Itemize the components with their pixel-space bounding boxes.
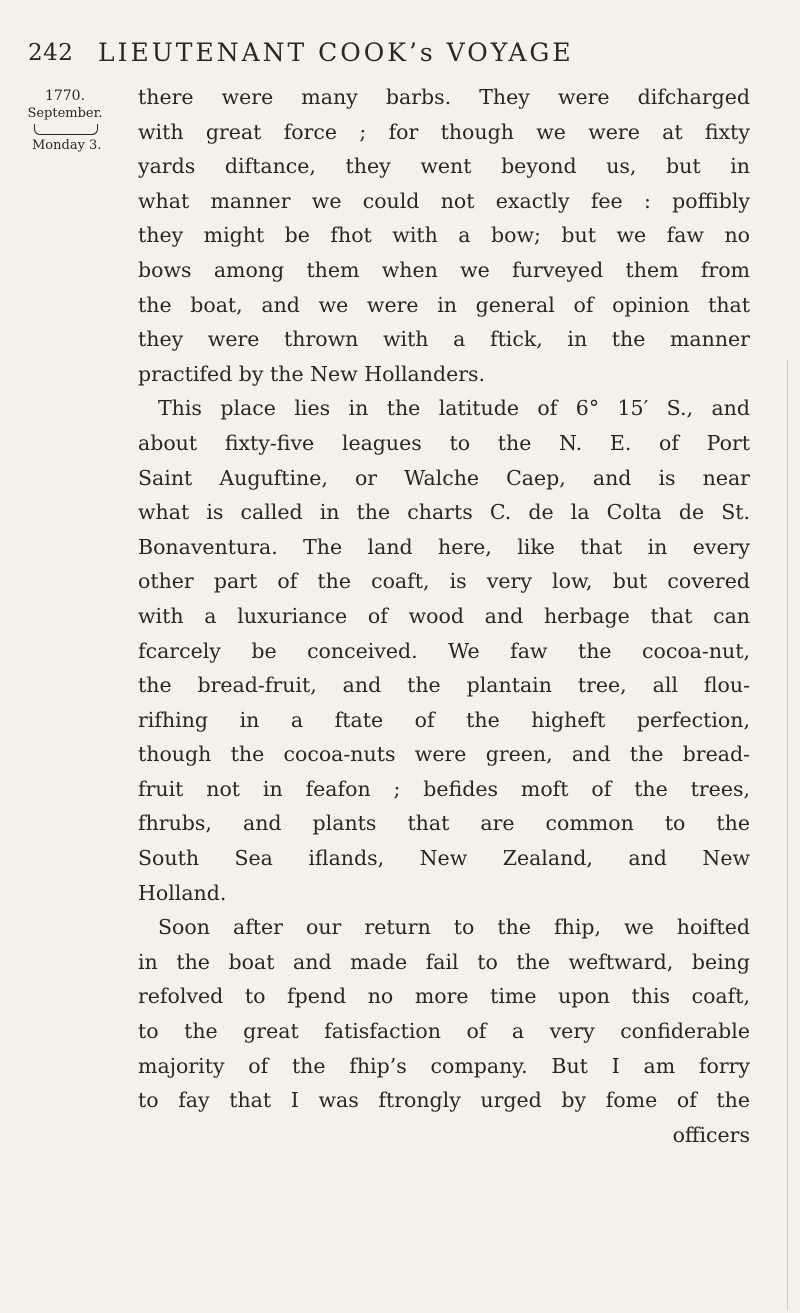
text-line: Bonaventura. The land here, like that in every [138, 534, 750, 559]
text-line: though the cocoa-nuts were green, and the bread- [138, 742, 750, 767]
margin-year: 1770. [44, 88, 86, 104]
text-line: the bread-fruit, and the plantain tree, all flou- [138, 673, 750, 698]
text-line: what is called in the charts C. de la Colta de St. [138, 500, 750, 525]
text-line: they were thrown with a ftick, in the manner [138, 327, 750, 352]
text-line: fcarcely be conceived. We faw the cocoa-nut, [138, 638, 750, 663]
text-line: the boat, and we were in general of opinion that [138, 292, 750, 317]
margin-note [26, 88, 104, 154]
catchword: officers [672, 1122, 750, 1147]
text-line: in the boat and made fail to the weftward, being [138, 949, 750, 974]
body-text [138, 80, 750, 1152]
text-line: South Sea iflands, New Zealand, and New [138, 846, 750, 871]
text-line: to the great fatisfaction of a very confiderable [138, 1019, 750, 1044]
text-line: refolved to fpend no more time upon this coaft, [138, 984, 750, 1009]
text-line: they might be fhot with a bow; but we faw no [138, 223, 750, 248]
text-line: with a luxuriance of wood and herbage that can [138, 603, 750, 628]
brace-icon [34, 124, 98, 135]
text-line: fhrubs, and plants that are common to the [138, 811, 750, 836]
text-line: other part of the coaft, is very low, but covered [138, 569, 750, 594]
text-line: with great force ; for though we were at fixty [138, 119, 750, 144]
text-line: practifed by the New Hollanders. [138, 361, 486, 386]
text-line: to fay that I was ftrongly urged by fome of the [138, 1088, 750, 1113]
text-line: bows among them when we furveyed them from [138, 257, 750, 282]
page-edge [787, 360, 788, 1310]
text-line: rifhing in a ftate of the higheft perfection, [138, 707, 750, 732]
text-line: fruit not in feafon ; befides moft of the trees, [138, 776, 750, 801]
margin-day: Monday 3. [32, 138, 102, 153]
margin-month: September. [27, 106, 103, 121]
running-head: LIEUTENANT COOK’s VOYAGE [98, 38, 574, 67]
text-line: what manner we could not exactly fee : poffibly [138, 188, 750, 213]
text-line: majority of the fhip’s company. But I am forry [138, 1053, 750, 1078]
text-line: Soon after our return to the fhip, we hoifted [158, 915, 750, 940]
text-line: there were many barbs. They were difcharged [138, 85, 750, 109]
text-line: Saint Auguftine, or Walche Caep, and is near [138, 465, 750, 490]
text-line: Holland. [138, 880, 227, 905]
page-number: 242 [28, 40, 74, 66]
text-line: yards diftance, they went beyond us, but in [138, 154, 750, 179]
text-line: This place lies in the latitude of 6° 15′ S., and [158, 396, 750, 421]
text-line: about fixty-five leagues to the N. E. of Port [138, 430, 750, 455]
